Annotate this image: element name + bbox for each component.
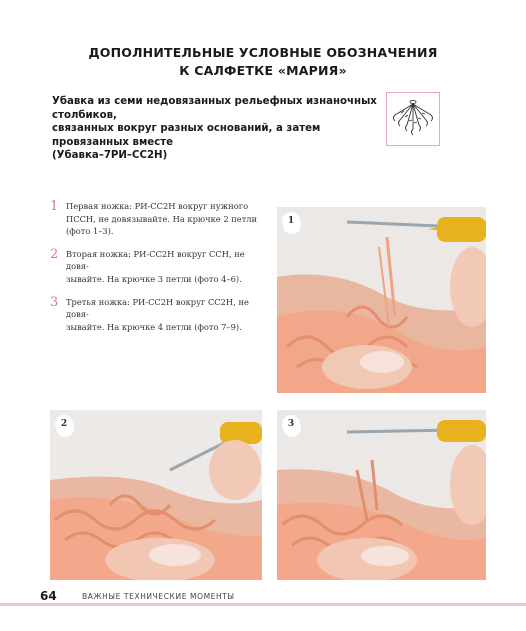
photo-step-1 — [277, 207, 486, 393]
photo-number-badge: 3 — [282, 415, 300, 433]
page-number: 64 — [40, 589, 57, 603]
running-title: ВАЖНЫЕ ТЕХНИЧЕСКИЕ МОМЕНТЫ — [82, 592, 235, 601]
step-text-line: ПССН, не довязывайте. На крючке 2 петли — [66, 213, 258, 224]
definition-line-3: (Убавка–7РИ–СС2Н) — [52, 150, 168, 161]
step-text-line: Вторая ножка: РИ-СС2Н вокруг ССН, не довя- — [66, 248, 245, 272]
step-text-line: Третья ножка: РИ-СС2Н вокруг СС2Н, не довя- — [66, 296, 249, 320]
photo-number-badge: 2 — [55, 415, 73, 433]
step-list — [50, 200, 270, 343]
step-number: 3 — [50, 294, 59, 310]
page-title — [0, 44, 526, 80]
step-text-line: зывайте. На крючке 4 петли (фото 7–9). — [66, 321, 242, 332]
step-text-line: (фото 1–3). — [66, 226, 114, 237]
step-text — [66, 296, 270, 334]
title-line-1: ДОПОЛНИТЕЛЬНЫЕ УСЛОВНЫЕ ОБОЗНАЧЕНИЯ — [88, 45, 438, 60]
photo-number-badge: 1 — [282, 212, 300, 230]
step-text — [66, 248, 270, 286]
photo-step-2 — [50, 410, 262, 580]
step-number: 2 — [50, 246, 59, 262]
step-item — [50, 248, 270, 286]
definition-line-2: связанных вокруг разных оснований, а затем провязанных вместе — [52, 123, 321, 148]
step-item — [50, 200, 270, 238]
definition-line-1: Убавка из семи недовязанных рельефных изнаночных столбиков, — [52, 96, 377, 121]
crochet-symbol-icon — [386, 92, 440, 146]
photo-step-3 — [277, 410, 486, 580]
stitch-definition — [52, 95, 382, 163]
step-item — [50, 296, 270, 334]
step-text-line: Первая ножка: РИ-СС2Н вокруг нужного — [66, 201, 249, 211]
title-line-2: К САЛФЕТКЕ «МАРИЯ» — [179, 63, 347, 78]
step-text-line: зывайте. На крючке 3 петли (фото 4–6). — [66, 273, 242, 284]
step-text — [66, 200, 257, 238]
step-number: 1 — [50, 199, 59, 214]
footer-divider — [0, 603, 526, 606]
